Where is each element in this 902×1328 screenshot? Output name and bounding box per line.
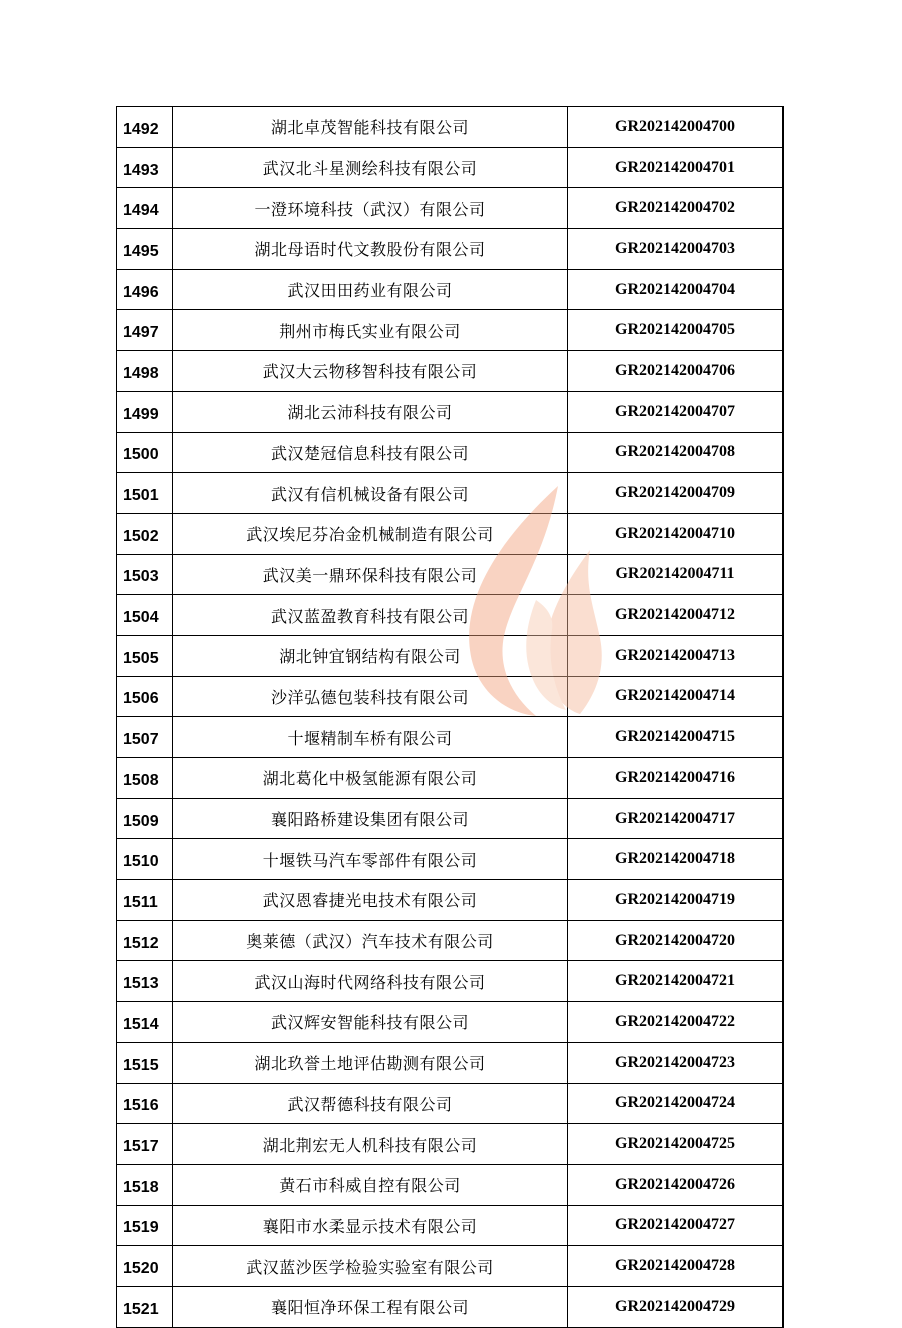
company-name-cell: 武汉田田药业有限公司 (173, 269, 568, 310)
certificate-number-cell: GR202142004705 (568, 310, 784, 351)
company-name-cell: 武汉山海时代网络科技有限公司 (173, 961, 568, 1002)
row-number-cell: 1509 (117, 798, 173, 839)
table-row (117, 1205, 784, 1246)
row-number-cell: 1493 (117, 147, 173, 188)
row-number-cell: 1506 (117, 676, 173, 717)
row-number-cell: 1514 (117, 1002, 173, 1043)
certificate-number-cell: GR202142004713 (568, 635, 784, 676)
certificate-number-cell: GR202142004714 (568, 676, 784, 717)
table-row (117, 758, 784, 799)
certificate-number-cell: GR202142004710 (568, 513, 784, 554)
company-name-cell: 襄阳恒净环保工程有限公司 (173, 1286, 568, 1327)
company-name-cell: 湖北云沛科技有限公司 (173, 391, 568, 432)
certificate-number-cell: GR202142004723 (568, 1042, 784, 1083)
row-number-cell: 1498 (117, 351, 173, 392)
row-number-cell: 1520 (117, 1246, 173, 1287)
certificate-number-cell: GR202142004711 (568, 554, 784, 595)
row-number-cell: 1500 (117, 432, 173, 473)
company-name-cell: 武汉北斗星测绘科技有限公司 (173, 147, 568, 188)
company-name-cell: 湖北钟宜钢结构有限公司 (173, 635, 568, 676)
certificate-number-cell: GR202142004704 (568, 269, 784, 310)
company-name-cell: 武汉帮德科技有限公司 (173, 1083, 568, 1124)
company-name-cell: 武汉大云物移智科技有限公司 (173, 351, 568, 392)
table-row (117, 1083, 784, 1124)
certificate-number-cell: GR202142004725 (568, 1124, 784, 1165)
certificate-number-cell: GR202142004706 (568, 351, 784, 392)
row-number-cell: 1515 (117, 1042, 173, 1083)
table-row (117, 1124, 784, 1165)
table-row (117, 595, 784, 636)
certificate-number-cell: GR202142004721 (568, 961, 784, 1002)
company-name-cell: 一澄环境科技（武汉）有限公司 (173, 188, 568, 229)
company-name-cell: 十堰铁马汽车零部件有限公司 (173, 839, 568, 880)
row-number-cell: 1510 (117, 839, 173, 880)
company-name-cell: 黄石市科威自控有限公司 (173, 1164, 568, 1205)
table-row (117, 839, 784, 880)
table-row (117, 717, 784, 758)
table-row (117, 473, 784, 514)
certificate-number-cell: GR202142004720 (568, 920, 784, 961)
company-name-cell: 武汉埃尼芬冶金机械制造有限公司 (173, 513, 568, 554)
row-number-cell: 1516 (117, 1083, 173, 1124)
certificate-number-cell: GR202142004729 (568, 1286, 784, 1327)
company-name-cell: 沙洋弘德包装科技有限公司 (173, 676, 568, 717)
table-row (117, 1042, 784, 1083)
row-number-cell: 1504 (117, 595, 173, 636)
row-number-cell: 1494 (117, 188, 173, 229)
certificate-number-cell: GR202142004700 (568, 107, 784, 148)
certificate-number-cell: GR202142004728 (568, 1246, 784, 1287)
company-name-cell: 武汉辉安智能科技有限公司 (173, 1002, 568, 1043)
certificate-number-cell: GR202142004707 (568, 391, 784, 432)
certificate-number-cell: GR202142004717 (568, 798, 784, 839)
table-row (117, 391, 784, 432)
table-row (117, 107, 784, 148)
certificate-number-cell: GR202142004716 (568, 758, 784, 799)
table-row (117, 1002, 784, 1043)
certificate-number-cell: GR202142004701 (568, 147, 784, 188)
certificate-number-cell: GR202142004708 (568, 432, 784, 473)
row-number-cell: 1519 (117, 1205, 173, 1246)
table-row (117, 1164, 784, 1205)
table-row (117, 188, 784, 229)
row-number-cell: 1496 (117, 269, 173, 310)
company-name-cell: 武汉楚冠信息科技有限公司 (173, 432, 568, 473)
table-row (117, 961, 784, 1002)
table-row (117, 310, 784, 351)
row-number-cell: 1508 (117, 758, 173, 799)
certificate-number-cell: GR202142004722 (568, 1002, 784, 1043)
company-name-cell: 湖北玖誉土地评估勘测有限公司 (173, 1042, 568, 1083)
certificate-number-cell: GR202142004719 (568, 880, 784, 921)
company-name-cell: 湖北葛化中极氢能源有限公司 (173, 758, 568, 799)
table-row (117, 513, 784, 554)
table-row (117, 635, 784, 676)
certificate-number-cell: GR202142004718 (568, 839, 784, 880)
certificate-number-cell: GR202142004715 (568, 717, 784, 758)
company-name-cell: 十堰精制车桥有限公司 (173, 717, 568, 758)
row-number-cell: 1505 (117, 635, 173, 676)
table-row (117, 1246, 784, 1287)
certificate-number-cell: GR202142004702 (568, 188, 784, 229)
company-name-cell: 湖北卓茂智能科技有限公司 (173, 107, 568, 148)
certificate-number-cell: GR202142004724 (568, 1083, 784, 1124)
table-row (117, 676, 784, 717)
row-number-cell: 1517 (117, 1124, 173, 1165)
row-number-cell: 1502 (117, 513, 173, 554)
company-name-cell: 襄阳路桥建设集团有限公司 (173, 798, 568, 839)
table-row (117, 432, 784, 473)
row-number-cell: 1518 (117, 1164, 173, 1205)
certificate-number-cell: GR202142004709 (568, 473, 784, 514)
certificate-number-cell: GR202142004703 (568, 229, 784, 270)
certificate-number-cell: GR202142004726 (568, 1164, 784, 1205)
row-number-cell: 1497 (117, 310, 173, 351)
table-row (117, 229, 784, 270)
company-name-cell: 奥莱德（武汉）汽车技术有限公司 (173, 920, 568, 961)
table-row (117, 351, 784, 392)
table-row (117, 554, 784, 595)
certificate-table (116, 106, 784, 1328)
table-row (117, 798, 784, 839)
table-body (117, 107, 784, 1328)
row-number-cell: 1499 (117, 391, 173, 432)
company-name-cell: 襄阳市水柔显示技术有限公司 (173, 1205, 568, 1246)
company-name-cell: 武汉有信机械设备有限公司 (173, 473, 568, 514)
company-name-cell: 湖北荆宏无人机科技有限公司 (173, 1124, 568, 1165)
row-number-cell: 1495 (117, 229, 173, 270)
company-name-cell: 武汉美一鼎环保科技有限公司 (173, 554, 568, 595)
company-name-cell: 武汉蓝沙医学检验实验室有限公司 (173, 1246, 568, 1287)
table-row (117, 269, 784, 310)
certificate-number-cell: GR202142004727 (568, 1205, 784, 1246)
company-name-cell: 湖北母语时代文教股份有限公司 (173, 229, 568, 270)
company-name-cell: 武汉恩睿捷光电技术有限公司 (173, 880, 568, 921)
row-number-cell: 1503 (117, 554, 173, 595)
row-number-cell: 1521 (117, 1286, 173, 1327)
company-name-cell: 武汉蓝盈教育科技有限公司 (173, 595, 568, 636)
company-name-cell: 荆州市梅氏实业有限公司 (173, 310, 568, 351)
table-row (117, 1286, 784, 1327)
row-number-cell: 1513 (117, 961, 173, 1002)
row-number-cell: 1512 (117, 920, 173, 961)
row-number-cell: 1511 (117, 880, 173, 921)
table-row (117, 920, 784, 961)
certificate-number-cell: GR202142004712 (568, 595, 784, 636)
row-number-cell: 1501 (117, 473, 173, 514)
table-row (117, 880, 784, 921)
table-row (117, 147, 784, 188)
row-number-cell: 1507 (117, 717, 173, 758)
row-number-cell: 1492 (117, 107, 173, 148)
